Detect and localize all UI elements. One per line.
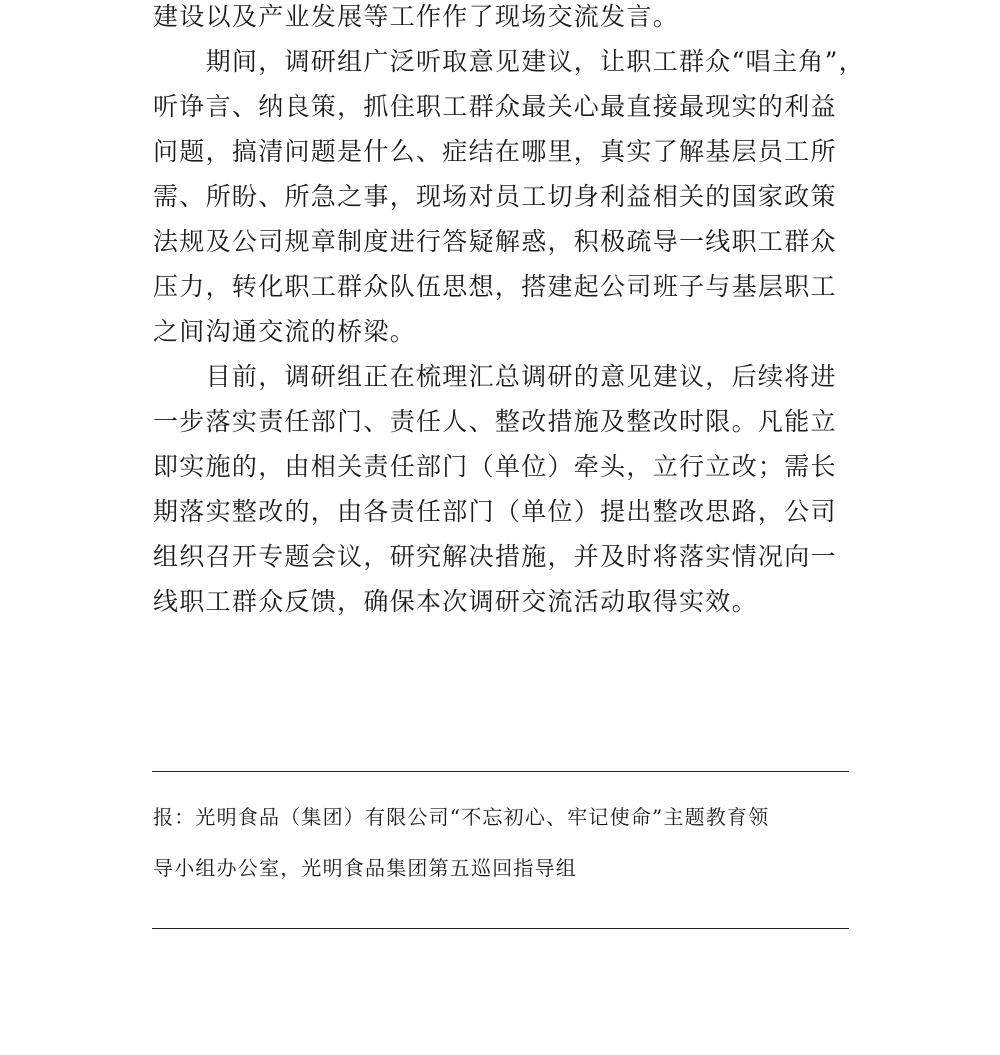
body-line: 之间沟通交流的桥梁。 — [153, 317, 417, 346]
body-line: 组织召开专题会议，研究解决措施，并及时将落实情况向一 — [153, 542, 837, 571]
body-line: 期落实整改的，由各责任部门（单位）提出整改思路，公司 — [153, 497, 837, 526]
body-text — [153, 0, 865, 624]
report-recipients — [153, 792, 853, 894]
report-line: 报：光明食品（集团）有限公司“不忘初心、牢记使命”主题教育领 — [153, 805, 770, 829]
body-line: 压力，转化职工群众队伍思想，搭建起公司班子与基层职工 — [153, 272, 837, 301]
body-line: 一步落实责任部门、责任人、整改措施及整改时限。凡能立 — [153, 407, 837, 436]
report-line: 导小组办公室，光明食品集团第五巡回指导组 — [153, 856, 577, 880]
body-line: 建设以及产业发展等工作作了现场交流发言。 — [153, 2, 680, 31]
paragraph-start-line: 目前，调研组正在梳理汇总调研的意见建议，后续将进 — [153, 362, 837, 391]
body-line: 法规及公司规章制度进行答疑解惑，积极疏导一线职工群众 — [153, 227, 837, 256]
body-line: 听诤言、纳良策，抓住职工群众最关心最直接最现实的利益 — [153, 92, 837, 121]
body-line: 即实施的，由相关责任部门（单位）牵头，立行立改；需长 — [153, 452, 837, 481]
body-line: 线职工群众反馈，确保本次调研交流活动取得实效。 — [153, 587, 758, 616]
body-line: 需、所盼、所急之事，现场对员工切身利益相关的国家政策 — [153, 182, 837, 211]
body-line: 问题，搞清问题是什么、症结在哪里，真实了解基层员工所 — [153, 137, 837, 166]
divider-bottom — [152, 928, 849, 929]
paragraph-start-line: 期间，调研组广泛听取意见建议，让职工群众“唱主角”， — [153, 47, 865, 76]
divider-top — [152, 771, 849, 772]
